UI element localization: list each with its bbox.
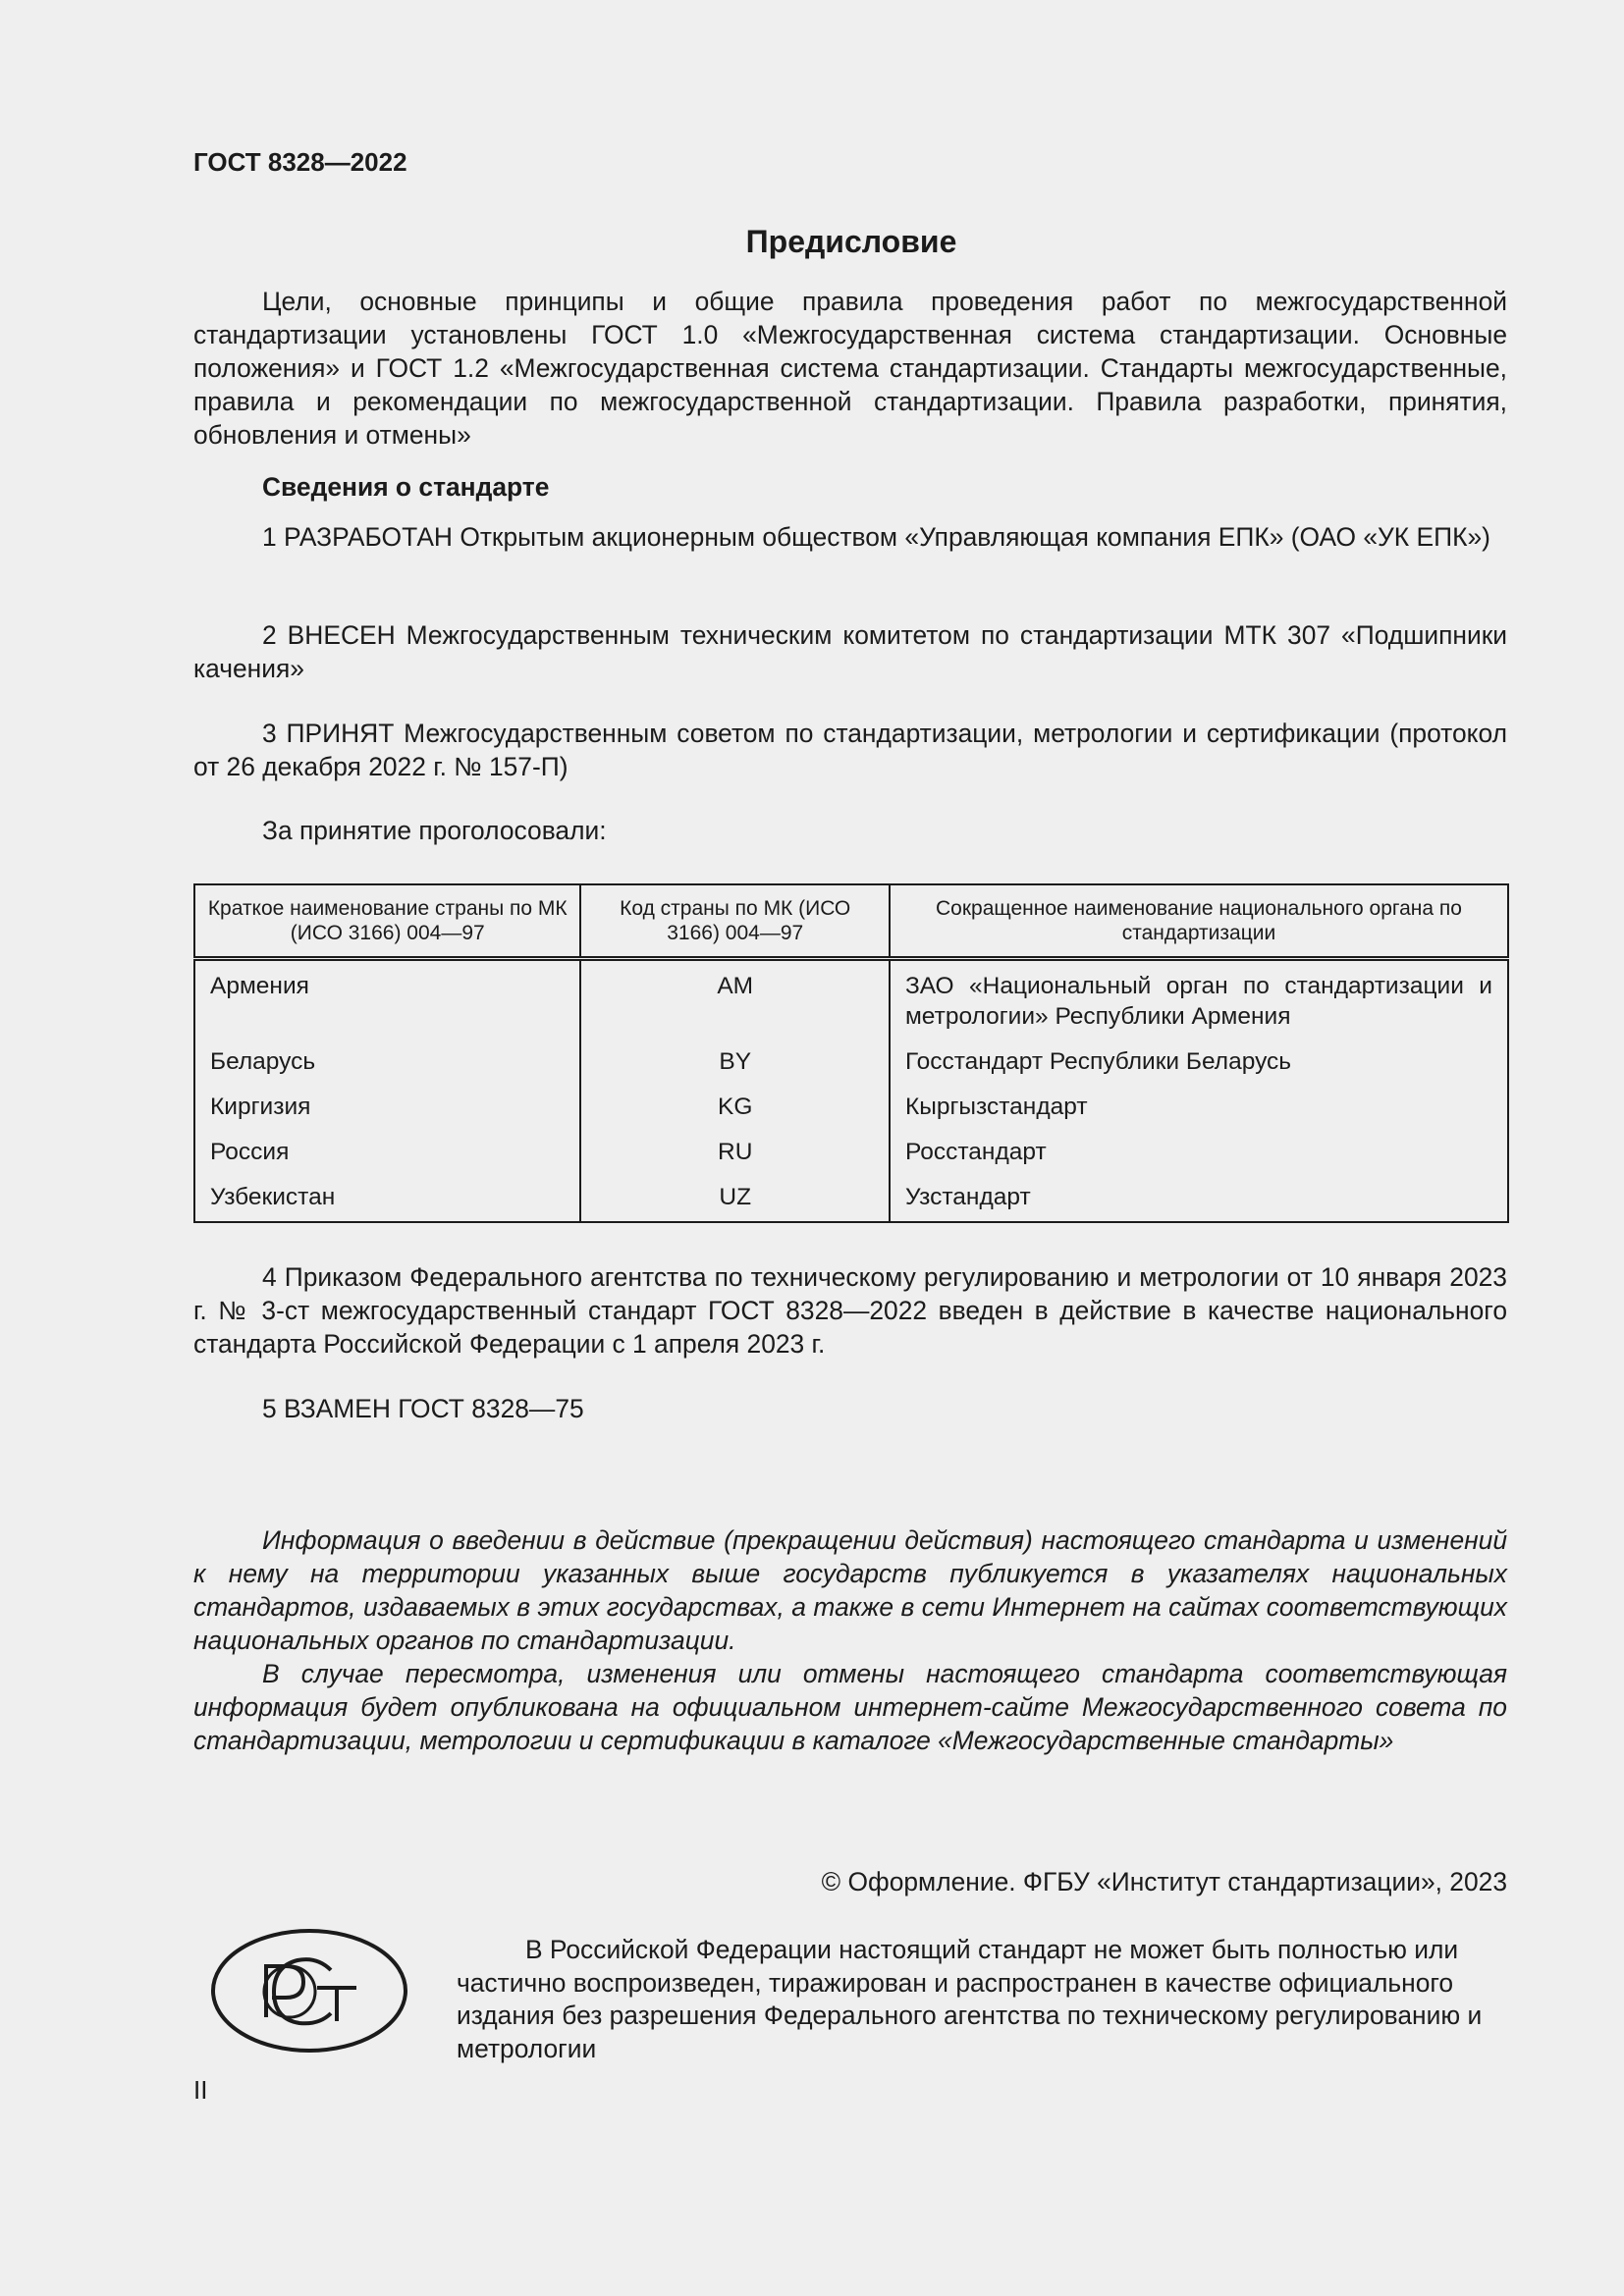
table-row [194, 1086, 1508, 1131]
table-row [194, 1131, 1508, 1176]
cell-org: ЗАО «Национальный орган по стандартизации и метрологии» Республики Армения [890, 959, 1508, 1041]
cell-org: Госстандарт Республики Беларусь [890, 1041, 1508, 1086]
item-order: 4 Приказом Федерального агентства по техническому регулированию и метрологии от 10 января 2023 г. № 3-ст межгосударственный стандарт ГОСТ 8328—2022 введен в действие в качестве национального стандарта Российской Федерации с 1 апреля 2023 г. [193, 1262, 1507, 1359]
votes-label: За принятие проголосовали: [262, 816, 607, 845]
item-developed: 1 РАЗРАБОТАН Открытым акционерным обществом «Управляющая компания ЕПК» (ОАО «УК ЕПК») [262, 522, 1490, 552]
header-country-code: Код страны по МК (ИСО 3166) 004—97 [580, 884, 889, 959]
page-title: Предисловие [745, 224, 957, 259]
notice-block [193, 1523, 1507, 1757]
cell-code: KG [580, 1086, 889, 1131]
table-header-row [194, 884, 1508, 959]
rights-notice [457, 1934, 1509, 2065]
item-introduced: 2 ВНЕСЕН Межгосударственным техническим комитетом по стандартизации МТК 307 «Подшипники качения» [193, 620, 1507, 683]
intro-paragraph: Цели, основные принципы и общие правила проведения работ по межгосударственной стандартизации установлены ГОСТ 1.0 «Межгосударственная система стандартизации. Основные положения» и ГОСТ 1.2 «Межгосударственная система стандартизации. Стандарты межгосударственные, правила и рекомендации по межгосударственной стандартизации. Правила разработки, принятия, обновления и отмены» [193, 287, 1507, 450]
cell-org: Кыргызстандарт [890, 1086, 1508, 1131]
page-number: II [193, 2075, 208, 2105]
cell-code: UZ [580, 1176, 889, 1222]
info-heading: Сведения о стандарте [262, 472, 550, 502]
cell-country: Армения [194, 959, 580, 1041]
standard-code-header: ГОСТ 8328—2022 [193, 147, 407, 177]
copyright-line: © Оформление. ФГБУ «Институт стандартизации», 2023 [821, 1867, 1507, 1896]
cell-code: BY [580, 1041, 889, 1086]
item-replaces: 5 ВЗАМЕН ГОСТ 8328—75 [262, 1394, 584, 1423]
cell-code: AM [580, 959, 889, 1041]
cell-org: Росстандарт [890, 1131, 1508, 1176]
item-adopted: 3 ПРИНЯТ Межгосударственным советом по стандартизации, метрологии и сертификации (протокол от 26 декабря 2022 г. № 157-П) [193, 719, 1507, 781]
cell-country: Беларусь [194, 1041, 580, 1086]
rst-logo-icon [209, 1927, 410, 2055]
notice-paragraph-2: В случае пересмотра, изменения или отмены настоящего стандарта соответствующая информация будет опубликована на официальном интернет-сайте Межгосударственного совета по стандартизации, метрологии и сертификации в каталоге «Межгосударственные стандарты» [193, 1659, 1507, 1755]
notice-paragraph-1: Информация о введении в действие (прекращении действия) настоящего стандарта и изменений к нему на территории указанных выше государств публикуется в указателях национальных стандартов, издаваемых в этих государствах, а также в сети Интернет на сайтах соответствующих национальных органов по стандартизации. [193, 1525, 1507, 1655]
cell-org: Узстандарт [890, 1176, 1508, 1222]
rights-text: В Российской Федерации настоящий стандарт не может быть полностью или частично воспроизведен, тиражирован и распространен в качестве официального издания без разрешения Федерального агентства по техническому регулированию и метрологии [457, 1935, 1483, 2063]
voting-table [193, 883, 1509, 1223]
table-row [194, 1176, 1508, 1222]
cell-code: RU [580, 1131, 889, 1176]
table-row [194, 959, 1508, 1041]
cell-country: Узбекистан [194, 1176, 580, 1222]
header-national-body: Сокращенное наименование национального органа по стандартизации [890, 884, 1508, 959]
header-country-name: Краткое наименование страны по МК (ИСО 3166) 004—97 [194, 884, 580, 959]
table-row [194, 1041, 1508, 1086]
cell-country: Россия [194, 1131, 580, 1176]
cell-country: Киргизия [194, 1086, 580, 1131]
